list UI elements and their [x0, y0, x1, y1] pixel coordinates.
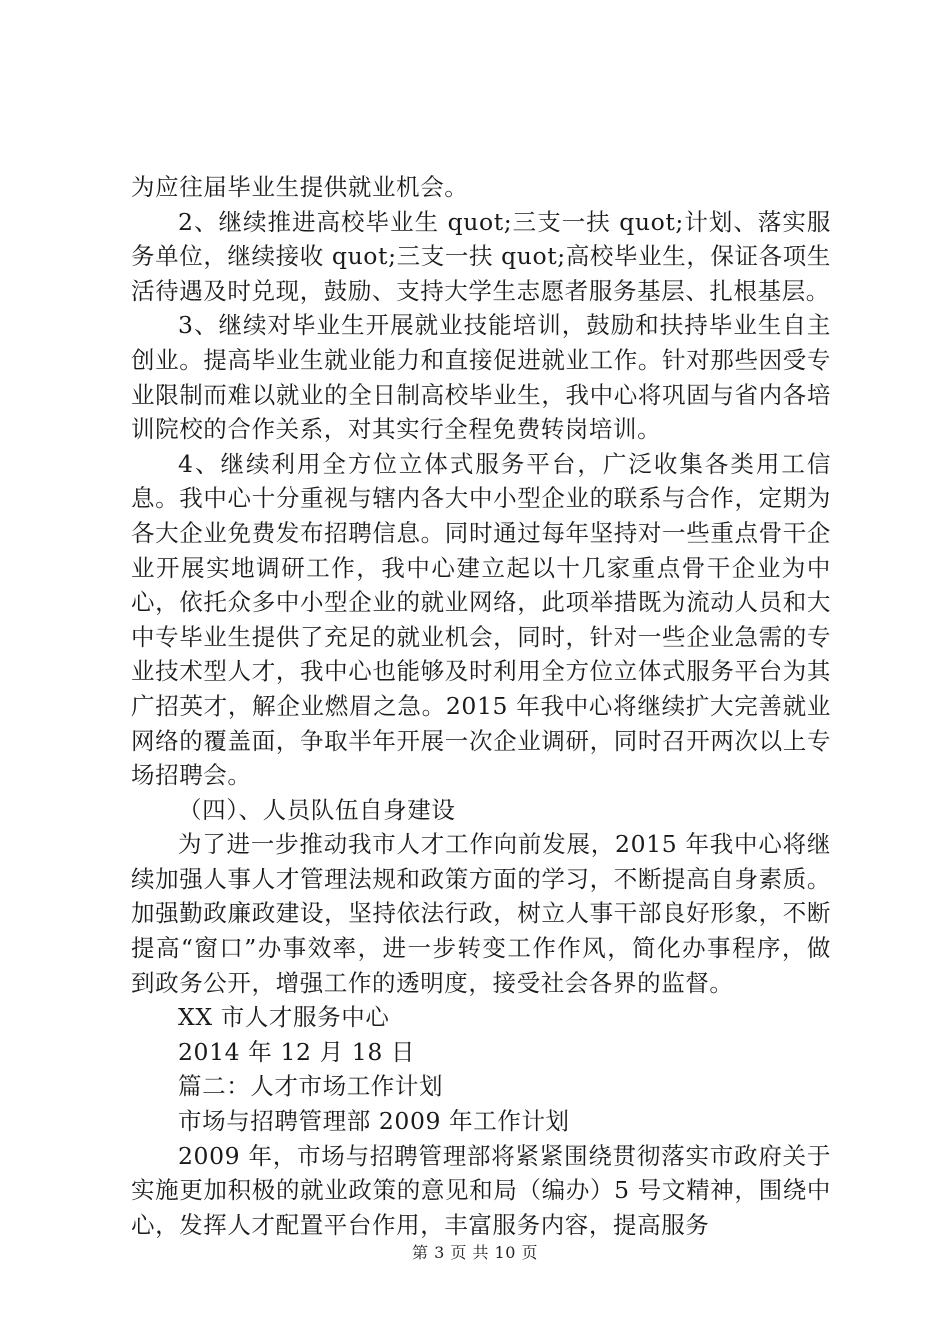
- paragraph: 4、继续利用全方位立体式服务平台，广泛收集各类用工信息。我中心十分重视与辖内各大中小型企业的联系与合作，定期为各大企业免费发布招聘信息。同时通过每年坚持对一些重点骨干企业开展实地调研工作，我中心建立起以十几家重点骨干企业为中心，依托众多中小型企业的就业网络，此项举措既为流动人员和大中专毕业生提供了充足的就业机会，同时，针对一些企业急需的专业技术型人才，我中心也能够及时利用全方位立体式服务平台为其广招英才，解企业燃眉之急。2015 年我中心将继续扩大完善就业网络的覆盖面，争取半年开展一次企业调研，同时召开两次以上专场招聘会。: [131, 449, 831, 790]
- page-number: 第 3 页 共 10 页: [412, 1243, 538, 1262]
- document-body: [131, 170, 831, 1242]
- plan-title: 市场与招聘管理部 2009 年工作计划: [178, 1107, 570, 1136]
- section-heading: （四）、人员队伍自身建设: [178, 795, 456, 824]
- chapter-heading: 篇二：人才市场工作计划: [178, 1072, 444, 1101]
- paragraph: 3、继续对毕业生开展就业技能培训，鼓励和扶持毕业生自主创业。提高毕业生就业能力和直接促进就业工作。针对那些因受专业限制而难以就业的全日制高校毕业生，我中心将巩固与省内各培训院校的合作关系，对其实行全程免费转岗培训。: [131, 311, 831, 444]
- paragraph: 为应往届毕业生提供就业机会。: [131, 173, 469, 201]
- paragraph: 2009 年，市场与招聘管理部将紧紧围绕贯彻落实市政府关于实施更加积极的就业政策的意见和局（编办）5 号文精神，围绕中心，发挥人才配置平台作用，丰富服务内容，提高服务: [131, 1141, 831, 1239]
- signature-date: 2014 年 12 月 18 日: [178, 1037, 416, 1066]
- signature-org: XX 市人才服务中心: [178, 1003, 390, 1032]
- paragraph: 为了进一步推动我市人才工作向前发展，2015 年我中心将继续加强人事人才管理法规和政策方面的学习，不断提高自身素质。加强勤政廉政建设，坚持依法行政，树立人事干部良好形象，不断提高“窗口”办事效率，进一步转变工作作风，简化办事程序，做到政务公开，增强工作的透明度，接受社会各界的监督。: [131, 830, 831, 997]
- paragraph: 2、继续推进高校毕业生 quot;三支一扶 quot;计划、落实服务单位，继续接收 quot;三支一扶 quot;高校毕业生，保证各项生活待遇及时兑现，鼓励、支持大学生志愿者服务基层、扎根基层。: [131, 207, 831, 305]
